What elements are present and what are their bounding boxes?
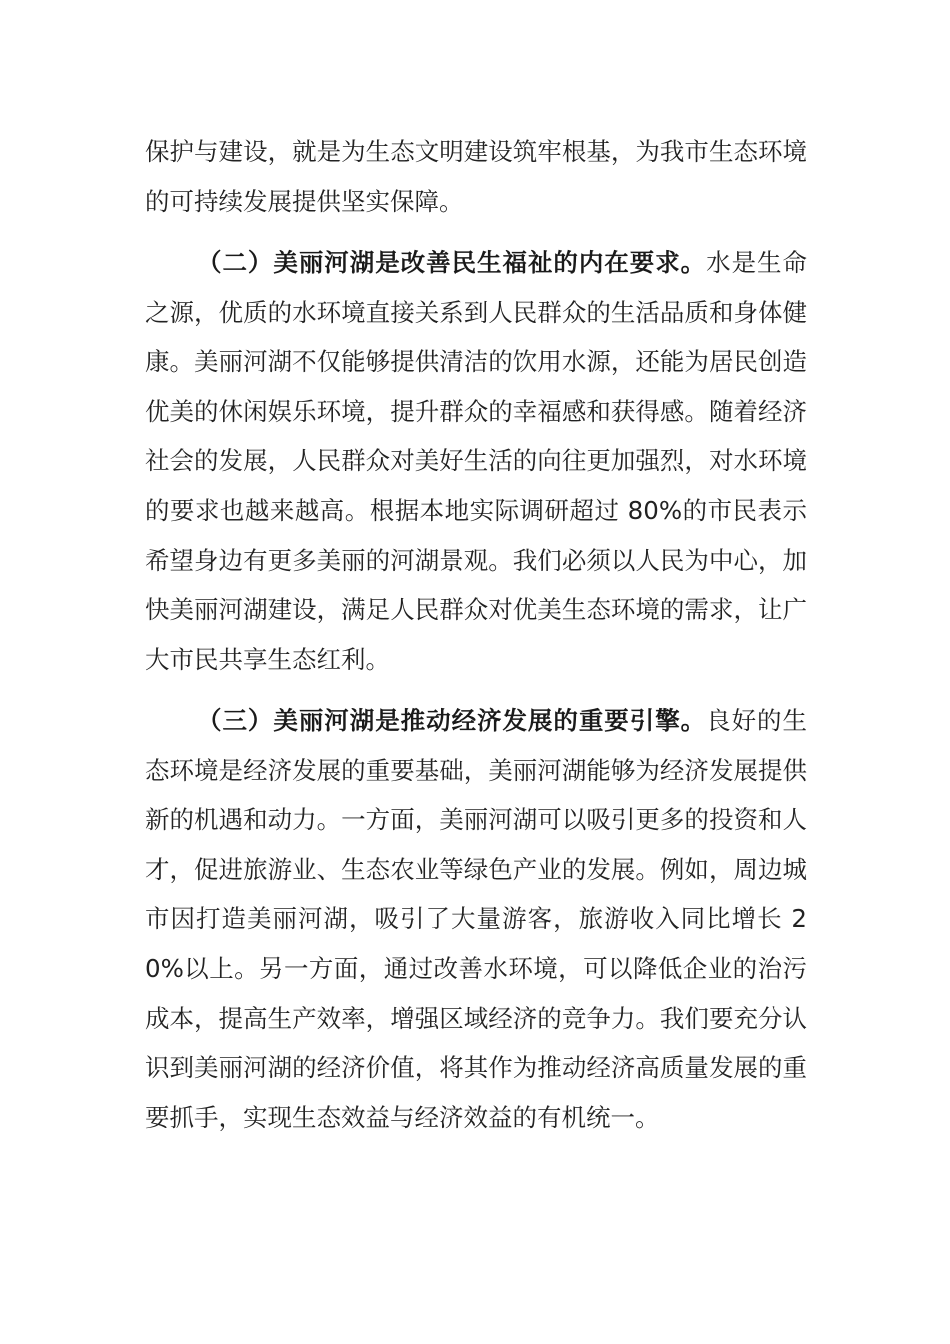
paragraph-section-2 [145,238,807,684]
paragraph-body: 水是生命之源，优质的水环境直接关系到人民群众的生活品质和身体健康。美丽河湖不仅能够提供清洁的饮用水源，还能为居民创造优美的休闲娱乐环境，提升群众的幸福感和获得感。随着经济社会的发展，人民群众对美好生活的向往更加强烈，对水环境的要求也越来越高。根据本地实际调研超过 80%的市民表示希望身边有更多美丽的河湖景观。我们必须以人民为中心，加快美丽河湖建设，满足人民群众对优美生态环境的需求，让广大市民共享生态红利。 [145,248,808,674]
paragraph-body: 保护与建设，就是为生态文明建设筑牢根基，为我市生态环境的可持续发展提供坚实保障。 [145,137,807,216]
section-heading: （二）美丽河湖是改善民生福祉的内在要求。 [197,248,707,277]
paragraph-continuation [145,127,807,226]
paragraph-section-3 [145,696,807,1142]
paragraph-body: 良好的生态环境是经济发展的重要基础，美丽河湖能够为经济发展提供新的机遇和动力。一方面，美丽河湖可以吸引更多的投资和人才，促进旅游业、生态农业等绿色产业的发展。例如，周边城市因打造美丽河湖，吸引了大量游客，旅游收入同比增长 20%以上。另一方面，通过改善水环境，可以降低企业的治污成本，提高生产效率，增强区域经济的竞争力。我们要充分认识到美丽河湖的经济价值，将其作为推动经济高质量发展的重要抓手，实现生态效益与经济效益的有机统一。 [145,706,808,1132]
section-heading: （三）美丽河湖是推动经济发展的重要引擎。 [197,706,707,735]
